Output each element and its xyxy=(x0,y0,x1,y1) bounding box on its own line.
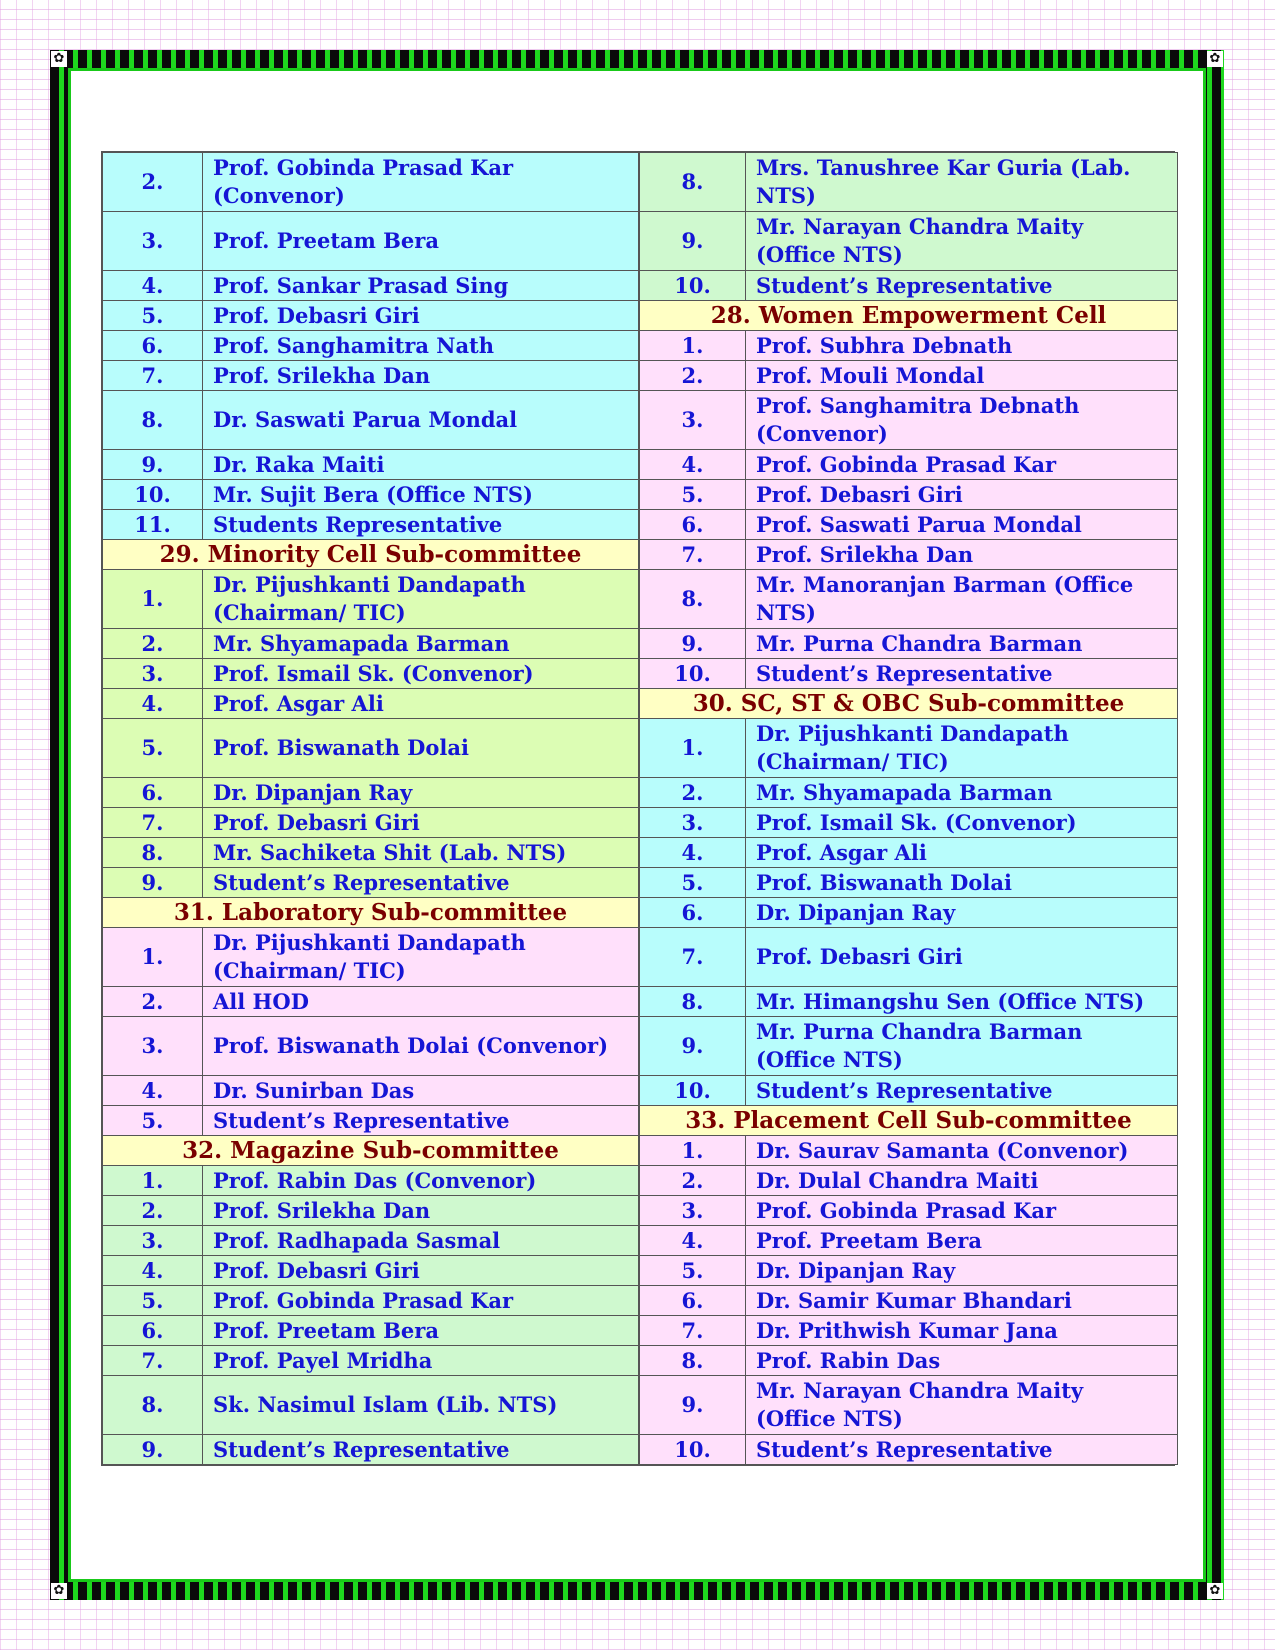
section-header-row xyxy=(640,301,1178,331)
table-row xyxy=(103,1106,639,1136)
table-row xyxy=(640,1166,1178,1196)
table-row xyxy=(640,1136,1178,1166)
table-row xyxy=(640,570,1178,629)
table-row xyxy=(103,1196,639,1226)
serial-number: 2. xyxy=(103,1196,203,1226)
section-title: 28. Women Empowerment Cell xyxy=(640,301,1178,331)
serial-number: 2. xyxy=(103,987,203,1017)
table-row xyxy=(640,153,1178,212)
serial-number: 9. xyxy=(103,1435,203,1465)
member-name: Mr. Narayan Chandra Maity (Office NTS) xyxy=(746,1376,1178,1435)
serial-number: 9. xyxy=(103,450,203,480)
serial-number: 2. xyxy=(640,778,746,808)
member-name: Mr. Purna Chandra Barman xyxy=(746,629,1178,659)
serial-number: 1. xyxy=(103,570,203,629)
serial-number: 8. xyxy=(640,570,746,629)
member-name: Mr. Sachiketa Shit (Lab. NTS) xyxy=(203,838,639,868)
member-name: Prof. Ismail Sk. (Convenor) xyxy=(203,659,639,689)
table-row xyxy=(640,480,1178,510)
member-name: Dr. Prithwish Kumar Jana xyxy=(746,1316,1178,1346)
serial-number: 4. xyxy=(640,450,746,480)
section-title: 33. Placement Cell Sub-committee xyxy=(640,1106,1178,1136)
serial-number: 3. xyxy=(103,1226,203,1256)
table-row xyxy=(103,1017,639,1076)
serial-number: 5. xyxy=(640,868,746,898)
table-row xyxy=(640,540,1178,570)
member-name: Sk. Nasimul Islam (Lib. NTS) xyxy=(203,1376,639,1435)
serial-number: 3. xyxy=(640,1196,746,1226)
member-name: Mr. Manoranjan Barman (Office NTS) xyxy=(746,570,1178,629)
section-header-row xyxy=(640,1106,1178,1136)
member-name: Dr. Saswati Parua Mondal xyxy=(203,391,639,450)
serial-number: 8. xyxy=(640,987,746,1017)
serial-number: 4. xyxy=(640,838,746,868)
member-name: Prof. Sankar Prasad Sing xyxy=(203,271,639,301)
serial-number: 9. xyxy=(640,1017,746,1076)
member-name: Dr. Pijushkanti Dandapath (Chairman/ TIC) xyxy=(203,570,639,629)
member-name: Prof. Debasri Giri xyxy=(746,928,1178,987)
table-row xyxy=(640,987,1178,1017)
table-row xyxy=(640,1076,1178,1106)
member-name: Prof. Preetam Bera xyxy=(203,1316,639,1346)
serial-number: 10. xyxy=(640,1076,746,1106)
member-name: Students Representative xyxy=(203,510,639,540)
member-name: Dr. Dulal Chandra Maiti xyxy=(746,1166,1178,1196)
corner-ornament-icon: ✿ xyxy=(51,1583,67,1599)
member-name: Student’s Representative xyxy=(746,1076,1178,1106)
table-row xyxy=(640,1286,1178,1316)
table-row xyxy=(640,629,1178,659)
member-name: Mr. Shyamapada Barman xyxy=(746,778,1178,808)
member-name: Prof. Preetam Bera xyxy=(203,212,639,271)
table-row xyxy=(640,212,1178,271)
serial-number: 5. xyxy=(103,719,203,778)
table-row xyxy=(640,868,1178,898)
table-row xyxy=(640,1196,1178,1226)
table-row xyxy=(640,928,1178,987)
member-name: Student’s Representative xyxy=(203,868,639,898)
table-row xyxy=(103,153,639,212)
table-row xyxy=(103,808,639,838)
section-title: 32. Magazine Sub-committee xyxy=(103,1136,639,1166)
table-row xyxy=(103,1076,639,1106)
table-row xyxy=(103,361,639,391)
serial-number: 7. xyxy=(103,1346,203,1376)
member-name: Prof. Rabin Das xyxy=(746,1346,1178,1376)
table-row xyxy=(103,1435,639,1465)
member-name: Prof. Srilekha Dan xyxy=(203,1196,639,1226)
member-name: Prof. Biswanath Dolai (Convenor) xyxy=(203,1017,639,1076)
member-name: Student’s Representative xyxy=(203,1106,639,1136)
table-row xyxy=(103,1166,639,1196)
serial-number: 6. xyxy=(103,778,203,808)
member-name: Prof. Debasri Giri xyxy=(203,808,639,838)
serial-number: 6. xyxy=(103,1316,203,1346)
table-row xyxy=(640,331,1178,361)
serial-number: 5. xyxy=(103,1286,203,1316)
table-row xyxy=(103,719,639,778)
table-row xyxy=(103,838,639,868)
member-name: Mr. Purna Chandra Barman (Office NTS) xyxy=(746,1017,1178,1076)
serial-number: 1. xyxy=(640,1136,746,1166)
serial-number: 6. xyxy=(640,1286,746,1316)
serial-number: 5. xyxy=(640,480,746,510)
serial-number: 4. xyxy=(640,1226,746,1256)
serial-number: 9. xyxy=(640,629,746,659)
serial-number: 5. xyxy=(103,1106,203,1136)
serial-number: 8. xyxy=(103,1376,203,1435)
member-name: Prof. Payel Mridha xyxy=(203,1346,639,1376)
member-name: Prof. Asgar Ali xyxy=(746,838,1178,868)
member-name: Prof. Biswanath Dolai xyxy=(203,719,639,778)
serial-number: 7. xyxy=(103,808,203,838)
member-name: Prof. Gobinda Prasad Kar xyxy=(746,1196,1178,1226)
member-name: Dr. Samir Kumar Bhandari xyxy=(746,1286,1178,1316)
table-row xyxy=(640,808,1178,838)
serial-number: 7. xyxy=(103,361,203,391)
member-name: Prof. Biswanath Dolai xyxy=(746,868,1178,898)
member-name: Prof. Gobinda Prasad Kar xyxy=(203,1286,639,1316)
member-name: Mr. Shyamapada Barman xyxy=(203,629,639,659)
serial-number: 5. xyxy=(640,1256,746,1286)
table-row xyxy=(103,987,639,1017)
member-name: Prof. Debasri Giri xyxy=(203,301,639,331)
member-name: Mr. Sujit Bera (Office NTS) xyxy=(203,480,639,510)
table-row xyxy=(103,778,639,808)
table-row xyxy=(103,331,639,361)
table-row xyxy=(640,1017,1178,1076)
member-name: Student’s Representative xyxy=(746,1435,1178,1465)
section-title: 29. Minority Cell Sub-committee xyxy=(103,540,639,570)
member-name: Mrs. Tanushree Kar Guria (Lab. NTS) xyxy=(746,153,1178,212)
serial-number: 3. xyxy=(103,659,203,689)
member-name: Mr. Narayan Chandra Maity (Office NTS) xyxy=(746,212,1178,271)
member-name: Prof. Preetam Bera xyxy=(746,1226,1178,1256)
serial-number: 8. xyxy=(103,838,203,868)
committee-tables xyxy=(101,151,1175,1466)
member-name: Prof. Rabin Das (Convenor) xyxy=(203,1166,639,1196)
table-row xyxy=(103,1286,639,1316)
member-name: Dr. Sunirban Das xyxy=(203,1076,639,1106)
serial-number: 2. xyxy=(103,629,203,659)
serial-number: 2. xyxy=(640,361,746,391)
member-name: Dr. Raka Maiti xyxy=(203,450,639,480)
table-row xyxy=(103,868,639,898)
serial-number: 4. xyxy=(103,689,203,719)
section-header-row xyxy=(103,898,639,928)
table-row xyxy=(640,1376,1178,1435)
table-row xyxy=(103,391,639,450)
serial-number: 4. xyxy=(103,1076,203,1106)
member-name: Dr. Pijushkanti Dandapath (Chairman/ TIC) xyxy=(203,928,639,987)
serial-number: 7. xyxy=(640,540,746,570)
serial-number: 1. xyxy=(103,1166,203,1196)
table-row xyxy=(640,838,1178,868)
table-row xyxy=(640,271,1178,301)
serial-number: 5. xyxy=(103,301,203,331)
table-row xyxy=(640,1256,1178,1286)
member-name: Student’s Representative xyxy=(746,659,1178,689)
table-row xyxy=(103,301,639,331)
member-name: Prof. Ismail Sk. (Convenor) xyxy=(746,808,1178,838)
table-row xyxy=(640,1435,1178,1465)
table-row xyxy=(103,510,639,540)
table-row xyxy=(640,391,1178,450)
serial-number: 9. xyxy=(640,1376,746,1435)
serial-number: 1. xyxy=(103,928,203,987)
table-row xyxy=(640,719,1178,778)
serial-number: 7. xyxy=(640,928,746,987)
table-row xyxy=(103,570,639,629)
serial-number: 3. xyxy=(640,808,746,838)
serial-number: 1. xyxy=(640,719,746,778)
member-name: Prof. Asgar Ali xyxy=(203,689,639,719)
serial-number: 6. xyxy=(103,331,203,361)
table-row xyxy=(640,778,1178,808)
table-row xyxy=(640,361,1178,391)
member-name: Mr. Himangshu Sen (Office NTS) xyxy=(746,987,1178,1017)
section-header-row xyxy=(103,1136,639,1166)
serial-number: 8. xyxy=(640,1346,746,1376)
member-name: Prof. Mouli Mondal xyxy=(746,361,1178,391)
table-row xyxy=(103,689,639,719)
table-row xyxy=(103,659,639,689)
corner-ornament-icon: ✿ xyxy=(1207,1583,1223,1599)
section-header-row xyxy=(103,540,639,570)
member-name: Prof. Gobinda Prasad Kar xyxy=(746,450,1178,480)
member-name: Prof. Subhra Debnath xyxy=(746,331,1178,361)
member-name: Prof. Saswati Parua Mondal xyxy=(746,510,1178,540)
serial-number: 8. xyxy=(103,391,203,450)
section-title: 31. Laboratory Sub-committee xyxy=(103,898,639,928)
corner-ornament-icon: ✿ xyxy=(1207,51,1223,67)
table-row xyxy=(640,898,1178,928)
table-row xyxy=(640,1346,1178,1376)
serial-number: 1. xyxy=(640,331,746,361)
table-row xyxy=(103,450,639,480)
table-row xyxy=(103,271,639,301)
member-name: Prof. Debasri Giri xyxy=(746,480,1178,510)
member-name: Student’s Representative xyxy=(746,271,1178,301)
member-name: Dr. Dipanjan Ray xyxy=(203,778,639,808)
serial-number: 6. xyxy=(640,898,746,928)
table-row xyxy=(103,1346,639,1376)
table-row xyxy=(103,1256,639,1286)
serial-number: 3. xyxy=(640,391,746,450)
member-name: Dr. Dipanjan Ray xyxy=(746,898,1178,928)
serial-number: 8. xyxy=(640,153,746,212)
serial-number: 9. xyxy=(640,212,746,271)
table-row xyxy=(103,1316,639,1346)
committee-table-right xyxy=(639,152,1178,1465)
serial-number: 10. xyxy=(640,659,746,689)
serial-number: 4. xyxy=(103,271,203,301)
serial-number: 11. xyxy=(103,510,203,540)
member-name: Prof. Gobinda Prasad Kar (Convenor) xyxy=(203,153,639,212)
section-title: 30. SC, ST & OBC Sub-committee xyxy=(640,689,1178,719)
section-header-row xyxy=(640,689,1178,719)
member-name: Prof. Sanghamitra Nath xyxy=(203,331,639,361)
member-name: Dr. Pijushkanti Dandapath (Chairman/ TIC) xyxy=(746,719,1178,778)
serial-number: 3. xyxy=(103,212,203,271)
serial-number: 4. xyxy=(103,1256,203,1286)
member-name: Prof. Sanghamitra Debnath (Convenor) xyxy=(746,391,1178,450)
serial-number: 7. xyxy=(640,1316,746,1346)
table-row xyxy=(103,928,639,987)
table-row xyxy=(640,659,1178,689)
committee-table-left xyxy=(102,152,639,1465)
member-name: Prof. Radhapada Sasmal xyxy=(203,1226,639,1256)
member-name: Prof. Srilekha Dan xyxy=(746,540,1178,570)
serial-number: 10. xyxy=(640,271,746,301)
serial-number: 10. xyxy=(640,1435,746,1465)
table-row xyxy=(103,1226,639,1256)
member-name: Prof. Debasri Giri xyxy=(203,1256,639,1286)
member-name: Dr. Dipanjan Ray xyxy=(746,1256,1178,1286)
member-name: Dr. Saurav Samanta (Convenor) xyxy=(746,1136,1178,1166)
table-row xyxy=(640,1226,1178,1256)
serial-number: 3. xyxy=(103,1017,203,1076)
corner-ornament-icon: ✿ xyxy=(51,51,67,67)
table-row xyxy=(103,212,639,271)
member-name: Prof. Srilekha Dan xyxy=(203,361,639,391)
member-name: All HOD xyxy=(203,987,639,1017)
table-row xyxy=(103,1376,639,1435)
serial-number: 9. xyxy=(103,868,203,898)
table-row xyxy=(640,1316,1178,1346)
serial-number: 2. xyxy=(103,153,203,212)
table-row xyxy=(640,450,1178,480)
serial-number: 2. xyxy=(640,1166,746,1196)
member-name: Student’s Representative xyxy=(203,1435,639,1465)
table-row xyxy=(103,480,639,510)
table-row xyxy=(640,510,1178,540)
table-row xyxy=(103,629,639,659)
serial-number: 6. xyxy=(640,510,746,540)
serial-number: 10. xyxy=(103,480,203,510)
